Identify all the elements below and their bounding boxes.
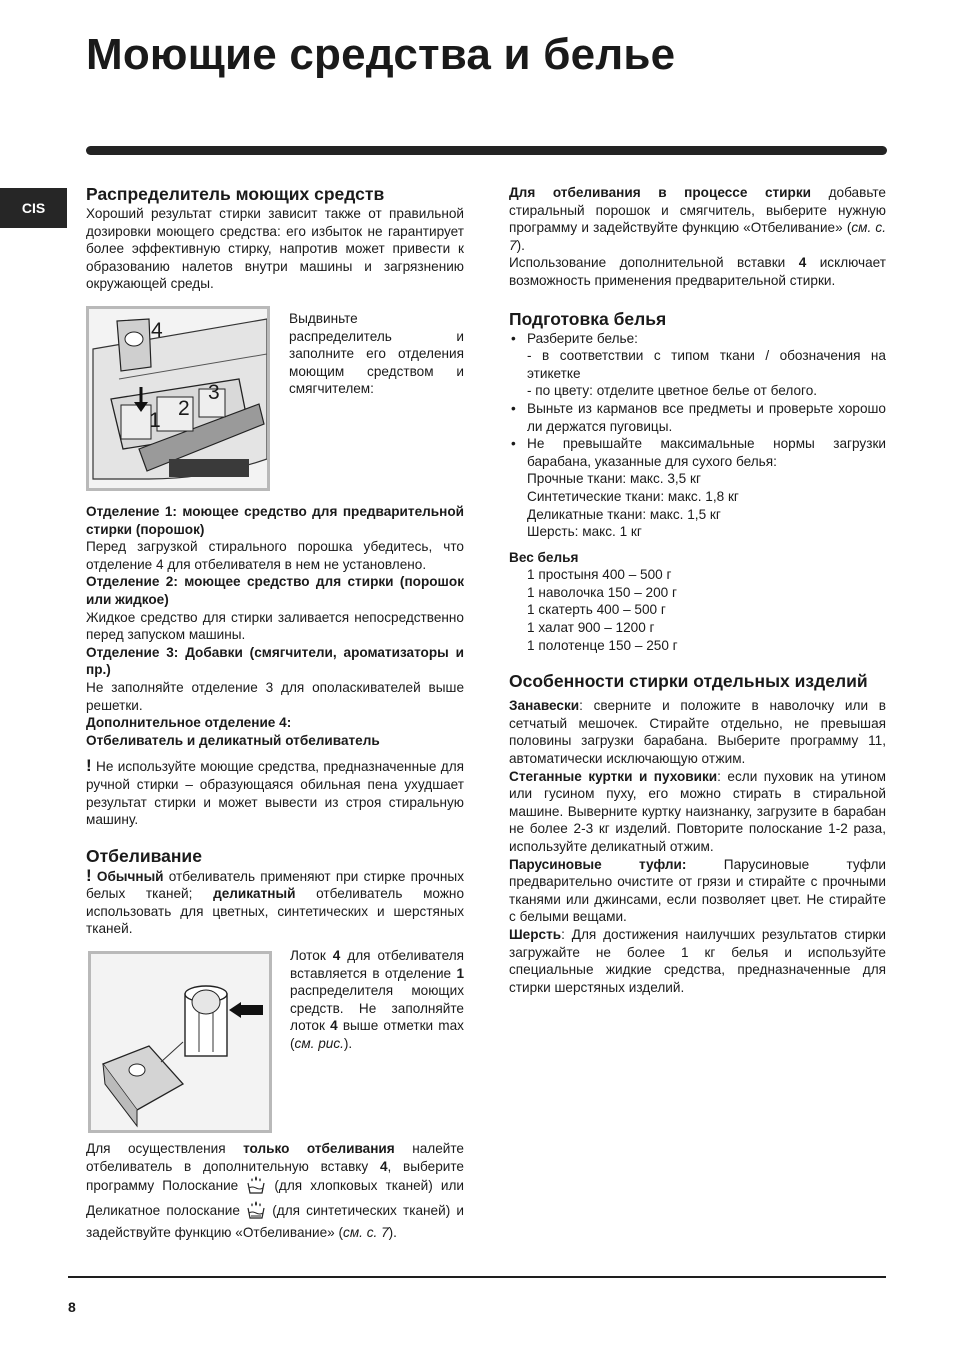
bleach-tray-figure — [88, 951, 272, 1133]
dispenser-intro: Хороший результат стирки зависит также от правильной дозировки моющего средства: его избыток не гарантирует более эффективную стирку, напротив может привести к образованию налетов внутри машины и загрязнению окружающей среды. — [86, 206, 464, 292]
warning-note: ! Не используйте моющие средства, предназначенные для ручной стирки – образующаяся обильная пена ухудшает результат стирки и может вывести из строя стиральную машину. — [86, 756, 464, 828]
page-title: Моющие средства и белье — [86, 30, 676, 79]
weight-list — [509, 566, 886, 654]
weight-title: Вес белья — [509, 549, 579, 565]
dispenser-figure — [86, 306, 270, 491]
figure-label-2: 2 — [178, 397, 190, 420]
section-heading-dispenser: Распределитель моющих средств — [86, 184, 385, 204]
insert-4-note: Использование дополнительной вставки 4 исключает возможность применения предварительной стирки. — [509, 255, 886, 288]
warning-mark: ! — [86, 756, 92, 776]
delicate-rinse-icon — [246, 1200, 266, 1225]
bleach-during-wash: Для отбеливания в процессе стирки добавьте стиральный порошок и смягчитель, выберите нужную программу и задействуйте функцию «Отбеливание» (см. с. 7). — [509, 185, 886, 253]
weight-item: 1 полотенце 150 – 250 г — [527, 637, 678, 653]
special-curtains: Занавески: сверните и положите в наволочку или в сетчатый мешочек. Стирайте отдельно, не превышая половины загрузки барабана. Выберите программу 11, автоматически исключающую отжим. — [509, 698, 886, 767]
section-heading-prep: Подготовка белья — [509, 308, 667, 329]
bleach-tray-illustration — [91, 954, 269, 1130]
compartment-3-text: Не заполняйте отделение 3 для ополаскивателей выше решетки. — [86, 679, 464, 713]
list-item: • Выньте из карманов все предметы и проверьте хорошо ли держатся пуговицы. — [509, 400, 886, 435]
weight-item: 1 наволочка 150 – 200 г — [527, 584, 677, 600]
bleach-only-paragraph: Для осуществления только отбеливания налейте отбеливатель в дополнительную вставку 4, выберите программу Полоскание (для хлопковых тканей) или Деликатное полоскание (для синтетических тканей) и задействуйте функцию «Отбеливание» (см. с. 7). — [86, 1141, 464, 1241]
compartment-4-subtitle: Отбеливатель и деликатный отбеливатель — [86, 732, 380, 748]
bleach-warning-mark: ! — [86, 865, 92, 885]
page-number: 8 — [68, 1299, 76, 1315]
footer-divider — [68, 1276, 886, 1278]
compartment-1-text: Перед загрузкой стирального порошка убедитесь, что отделение 4 для отбеливателя в нем не установлено. — [86, 539, 464, 572]
figure-label-3: 3 — [208, 381, 220, 404]
compartment-4-title: Дополнительное отделение 4: — [86, 715, 292, 731]
weight-item: 1 скатерть 400 – 500 г — [527, 602, 666, 618]
list-item: • Не превышайте максимальные нормы загрузки барабана, указанные для сухого белья: Прочные ткани: макс. 3,5 кг Синтетические ткани: макс. 1,8 кг Деликатные ткани: макс. 1,5 кг Шерсть: макс. 1 кг — [509, 435, 886, 541]
right-column — [509, 184, 886, 996]
section-heading-bleach: Отбеливание — [86, 845, 202, 866]
bleach-text: ! Обычный отбеливатель применяют при стирке прочных белых тканей; деликатный отбеливатель можно использовать для цветных, синтетических и шерстяных тканей. — [86, 865, 464, 937]
compartment-2-title: Отделение 2: моющее средство для стирки (порошок или жидкое) — [86, 574, 464, 607]
compartments-block — [86, 503, 464, 938]
special-shoes: Парусиновые туфли: Парусиновые туфли предварительно очистите от грязи и стирайте с прочными тканями или джинсами, если позволяет цвет. Не стирайте с белыми вещами. — [509, 856, 886, 925]
compartment-1-title: Отделение 1: моющее средство для предварительной стирки (порошок) — [86, 504, 464, 537]
special-jackets: Стеганные куртки и пуховики: если пуховик на утином или гусином пуху, его можно стирать в стиральной машине. Выверните куртку наизнанку, загрузите в барабан не более 2-3 кг изделий. Повторите полоскание 1-2 раза, используйте деликатный отжим. — [509, 768, 886, 854]
compartment-3-title: Отделение 3: Добавки (смягчители, ароматизаторы и пр.) — [86, 644, 464, 678]
section-heading-special: Особенности стирки отдельных изделий — [509, 671, 868, 692]
load-item: Синтетические ткани: макс. 1,8 кг — [527, 488, 739, 504]
figure1-caption: Выдвиньте распределитель и заполните его отделения моющим средством и смягчителем: — [289, 311, 464, 397]
load-item: Шерсть: макс. 1 кг — [527, 524, 642, 540]
weight-item: 1 халат 900 – 1200 г — [527, 620, 655, 636]
language-tab: CIS — [0, 188, 67, 228]
bleach-tray-caption: Лоток 4 для отбеливателя вставляется в отделение 1 распределителя моющих средств. Не заполняйте лоток 4 выше отметки max (см. рис.). — [290, 948, 464, 1051]
load-item: Деликатные ткани: макс. 1,5 кг — [527, 506, 721, 522]
left-column — [86, 183, 464, 293]
list-item: • Разберите белье: - в соответствии с типом ткани / обозначения на этикетке - по цвету: отделите цветное белье от белого. — [509, 330, 886, 400]
title-divider — [86, 146, 887, 155]
rinse-icon — [246, 1175, 266, 1200]
figure-label-1: 1 — [149, 409, 161, 432]
compartment-2-text: Жидкое средство для стирки заливается непосредственно перед запуском машины. — [86, 609, 464, 643]
load-item: Прочные ткани: макс. 3,5 кг — [527, 471, 701, 487]
special-wool: Шерсть: Для достижения наилучших результатов стирки загружайте не более 1 кг белья и используйте специальные жидкие средства, предназначенные для стирки шерстяных изделий. — [509, 926, 886, 995]
weight-item: 1 простыня 400 – 500 г — [527, 567, 672, 583]
figure-label-4: 4 — [151, 319, 163, 342]
prep-list — [509, 330, 886, 541]
